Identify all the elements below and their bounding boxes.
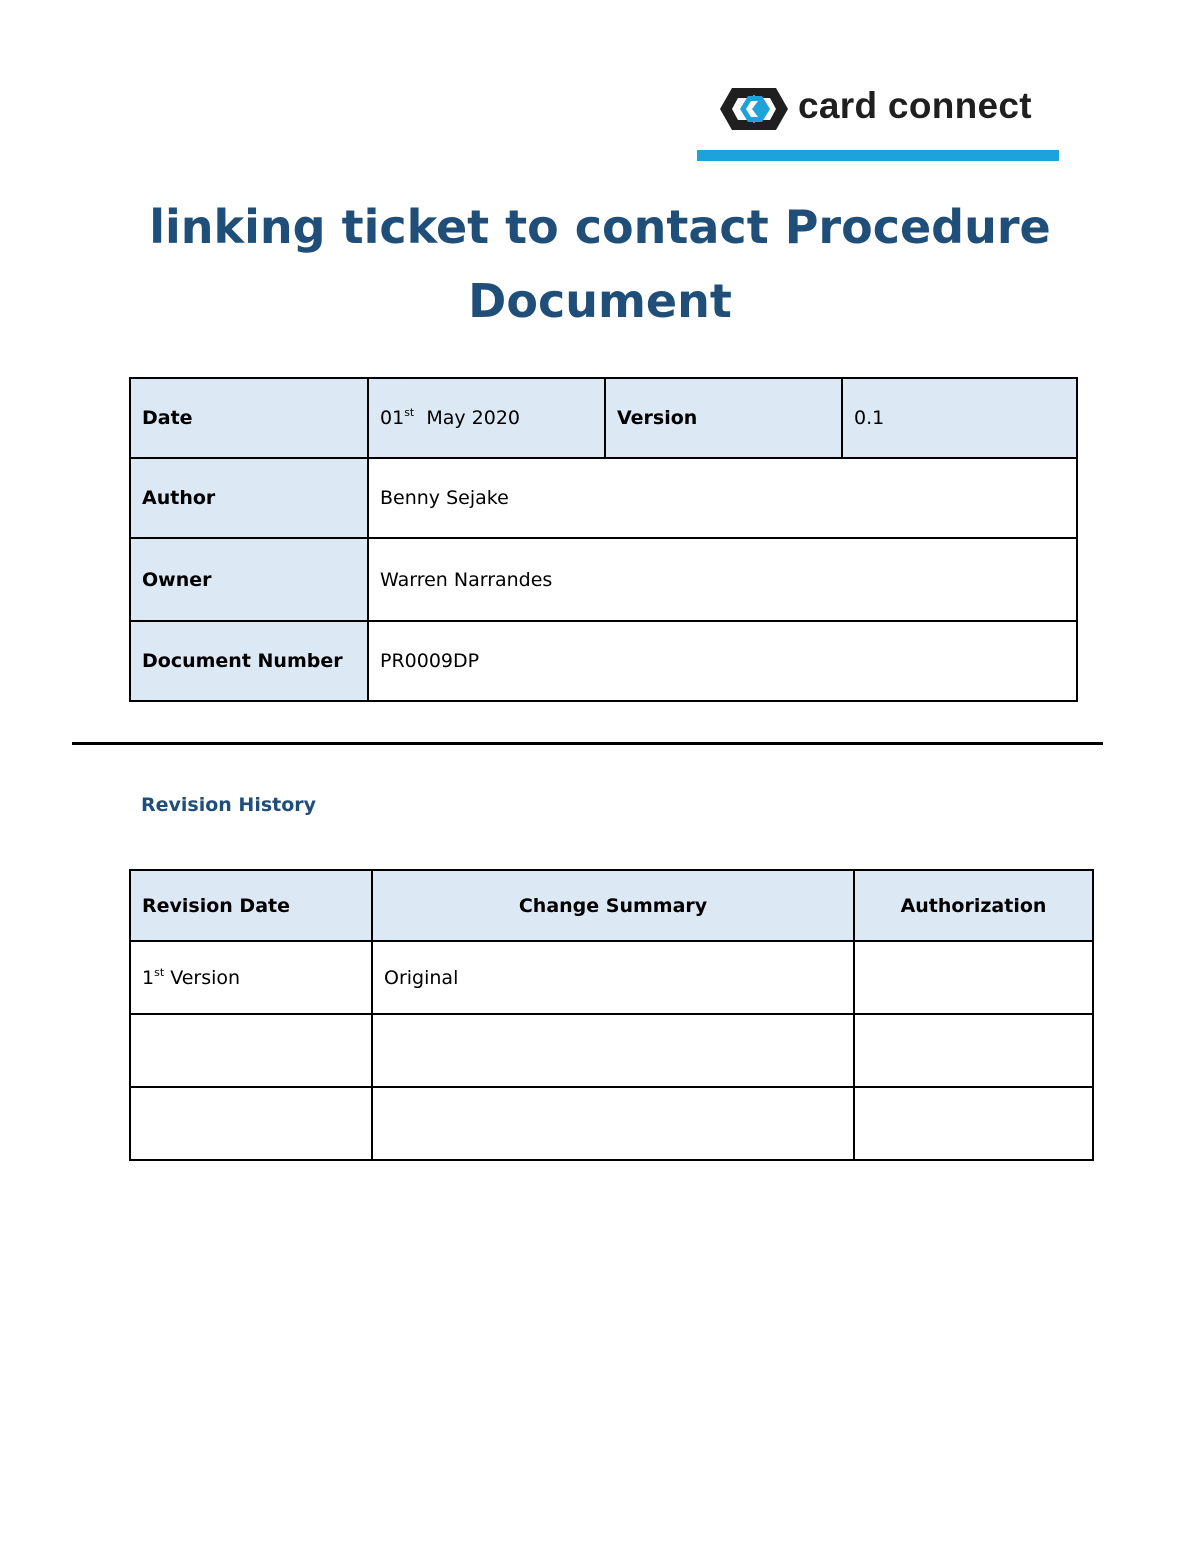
date-value: 01st May 2020	[368, 378, 605, 458]
table-row	[130, 1087, 1093, 1160]
owner-label: Owner	[130, 538, 368, 621]
revision-date-cell	[130, 1014, 372, 1087]
version-label: Version	[605, 378, 842, 458]
table-row	[130, 378, 1077, 458]
document-title: linking ticket to contact Procedure Document	[149, 200, 1051, 328]
table-row	[130, 538, 1077, 621]
revision-history-table	[129, 869, 1094, 1161]
change-summary-cell	[372, 1014, 854, 1087]
logo-wordmark: card connect	[798, 85, 1032, 126]
owner-value: Warren Narrandes	[368, 538, 1077, 621]
author-value: Benny Sejake	[368, 458, 1077, 538]
authorization-cell	[854, 941, 1093, 1014]
author-label: Author	[130, 458, 368, 538]
table-row	[130, 941, 1093, 1014]
revision-date-cell	[130, 1087, 372, 1160]
section-divider	[72, 742, 1103, 745]
column-header-authorization: Authorization	[854, 870, 1093, 941]
column-header-change-summary: Change Summary	[372, 870, 854, 941]
document-info-table	[129, 377, 1078, 702]
revision-date-cell: 1st Version	[130, 941, 372, 1014]
date-label: Date	[130, 378, 368, 458]
authorization-cell	[854, 1087, 1093, 1160]
card-connect-logo	[718, 84, 1063, 134]
table-row	[130, 458, 1077, 538]
document-number-label: Document Number	[130, 621, 368, 701]
version-value: 0.1	[842, 378, 1077, 458]
table-row	[130, 621, 1077, 701]
table-row	[130, 1014, 1093, 1087]
logo-underline-bar	[697, 150, 1059, 161]
document-number-value: PR0009DP	[368, 621, 1077, 701]
change-summary-cell	[372, 1087, 854, 1160]
table-header-row	[130, 870, 1093, 941]
authorization-cell	[854, 1014, 1093, 1087]
revision-history-heading: Revision History	[141, 794, 317, 816]
column-header-revision-date: Revision Date	[130, 870, 372, 941]
card-connect-logo-mark-icon	[718, 84, 790, 134]
change-summary-cell: Original	[372, 941, 854, 1014]
